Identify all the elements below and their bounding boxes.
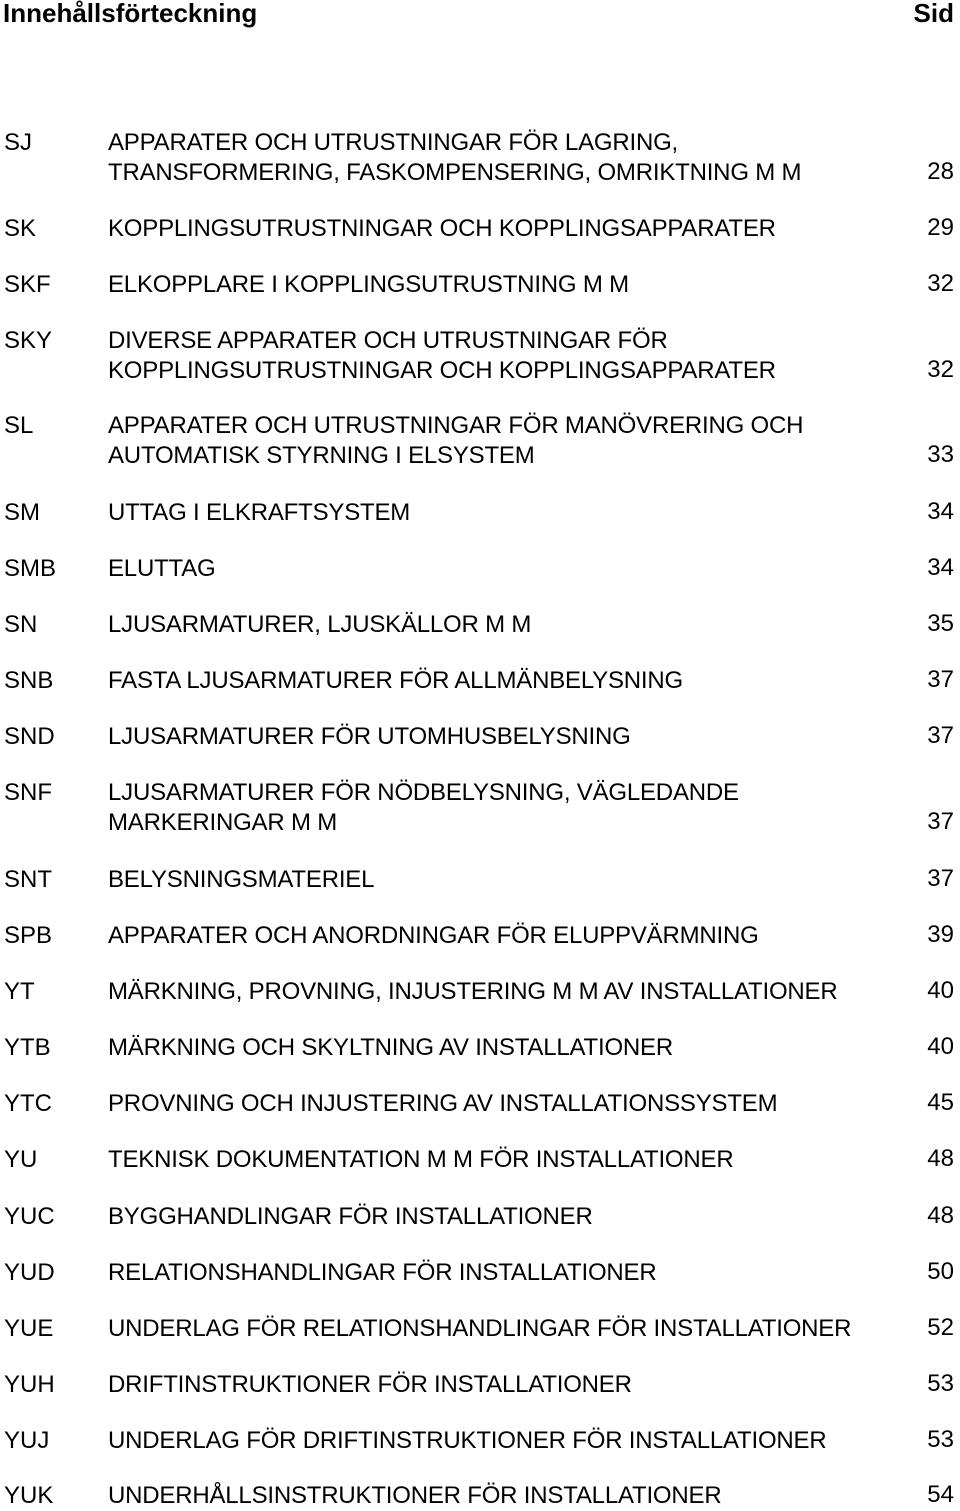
toc-entry-code: YU: [4, 1146, 38, 1173]
toc-entry[interactable]: [0, 1371, 960, 1399]
toc-entry-title: LJUSARMATURER FÖR UTOMHUSBELYSNING: [108, 723, 631, 750]
toc-entry-code: SN: [4, 611, 38, 638]
toc-entry-page: 29: [927, 214, 954, 241]
toc-entry-title: LJUSARMATURER, LJUSKÄLLOR M M: [108, 611, 532, 638]
toc-entry-title: FASTA LJUSARMATURER FÖR ALLMÄNBELYSNING: [108, 667, 683, 694]
toc-entry-page: 32: [927, 356, 954, 383]
toc-entry-page: 48: [927, 1202, 954, 1229]
toc-entry-code: YTC: [4, 1090, 52, 1117]
toc-entry-page: 32: [927, 270, 954, 297]
toc-entry[interactable]: [0, 779, 960, 837]
toc-entry[interactable]: [0, 129, 960, 187]
toc-entry-code: YUE: [4, 1315, 54, 1342]
toc-entry[interactable]: [0, 1146, 960, 1174]
toc-entry-page: 34: [927, 554, 954, 581]
toc-entry-page: 37: [927, 666, 954, 693]
toc-entry-title: UNDERLAG FÖR RELATIONSHANDLINGAR FÖR INSTALLATIONER: [108, 1315, 852, 1342]
toc-entry-code: YUJ: [4, 1427, 50, 1454]
toc-entry-page: 34: [927, 498, 954, 525]
toc-entry-title: MÄRKNING OCH SKYLTNING AV INSTALLATIONER: [108, 1034, 673, 1061]
toc-entry[interactable]: [0, 499, 960, 527]
toc-entry-code: YT: [4, 978, 35, 1005]
toc-entry-page: 37: [927, 808, 954, 835]
toc-entry-title: DIVERSE APPARATER OCH UTRUSTNINGAR FÖR KOPPLINGSUTRUSTNINGAR OCH KOPPLINGSAPPARATER: [108, 327, 776, 384]
toc-entry-code: SNT: [4, 866, 52, 893]
toc-entry-code: SK: [4, 215, 37, 242]
toc-entry[interactable]: [0, 723, 960, 751]
toc-entry[interactable]: [0, 611, 960, 639]
toc-entry[interactable]: [0, 667, 960, 695]
toc-entry-title: ELUTTAG: [108, 555, 216, 582]
toc-entry-title: MÄRKNING, PROVNING, INJUSTERING M M AV INSTALLATIONER: [108, 978, 838, 1005]
toc-entry[interactable]: [0, 922, 960, 950]
toc-entry-code: YUK: [4, 1482, 54, 1509]
toc-entry-code: SNB: [4, 667, 54, 694]
toc-entry-page: 53: [927, 1370, 954, 1397]
toc-entry-code: YUD: [4, 1259, 55, 1286]
toc-entry-title: UNDERLAG FÖR DRIFTINSTRUKTIONER FÖR INSTALLATIONER: [108, 1427, 827, 1454]
toc-entry-code: SMB: [4, 555, 57, 582]
toc-entry[interactable]: [0, 327, 960, 385]
toc-entry-title: ELKOPPLARE I KOPPLINGSUTRUSTNING M M: [108, 271, 629, 298]
toc-entry-title: LJUSARMATURER FÖR NÖDBELYSNING, VÄGLEDANDE MARKERINGAR M M: [108, 779, 739, 836]
toc-entry-title: APPARATER OCH ANORDNINGAR FÖR ELUPPVÄRMNING: [108, 922, 759, 949]
toc-entry-page: 53: [927, 1426, 954, 1453]
toc-entry-page: 28: [927, 158, 954, 185]
toc-entry-code: SND: [4, 723, 55, 750]
toc-entry[interactable]: [0, 1315, 960, 1343]
toc-entry-page: 40: [927, 977, 954, 1004]
toc-entry-title: KOPPLINGSUTRUSTNINGAR OCH KOPPLINGSAPPARATER: [108, 215, 776, 242]
toc-entry-title: BELYSNINGSMATERIEL: [108, 866, 375, 893]
toc-entry-title: UNDERHÅLLSINSTRUKTIONER FÖR INSTALLATIONER: [108, 1482, 722, 1509]
toc-entry-code: SPB: [4, 922, 53, 949]
toc-entry-page: 50: [927, 1258, 954, 1285]
toc-entry-code: SKF: [4, 271, 51, 298]
toc-entry-code: YUC: [4, 1203, 55, 1230]
toc-entry[interactable]: [0, 866, 960, 894]
toc-entry-page: 33: [927, 441, 954, 468]
toc-entry-code: SKY: [4, 327, 53, 354]
toc-entry-page: 54: [927, 1481, 954, 1508]
toc-entry-code: SM: [4, 499, 40, 526]
toc-entry-code: SJ: [4, 129, 33, 156]
toc-entry[interactable]: [0, 215, 960, 243]
toc-entry[interactable]: [0, 271, 960, 299]
toc-entry-page: 52: [927, 1314, 954, 1341]
toc-entry-page: 48: [927, 1145, 954, 1172]
toc-entry-code: YUH: [4, 1371, 55, 1398]
toc-entry-title: APPARATER OCH UTRUSTNINGAR FÖR MANÖVRERING OCH AUTOMATISK STYRNING I ELSYSTEM: [108, 412, 804, 469]
toc-entry[interactable]: [0, 1482, 960, 1510]
toc-entry-code: SNF: [4, 779, 52, 806]
toc-entry-page: 35: [927, 610, 954, 637]
toc-entry[interactable]: [0, 412, 960, 470]
toc-heading: Innehållsförteckning: [3, 0, 258, 28]
toc-entry-page: 37: [927, 722, 954, 749]
toc-entry[interactable]: [0, 1034, 960, 1062]
toc-entry[interactable]: [0, 978, 960, 1006]
toc-entry-title: BYGGHANDLINGAR FÖR INSTALLATIONER: [108, 1203, 593, 1230]
toc-entry-code: YTB: [4, 1034, 51, 1061]
toc-entry[interactable]: [0, 1259, 960, 1287]
toc-entry-page: 40: [927, 1033, 954, 1060]
toc-entry-page: 39: [927, 921, 954, 948]
toc-entry-title: DRIFTINSTRUKTIONER FÖR INSTALLATIONER: [108, 1371, 632, 1398]
toc-entry-title: PROVNING OCH INJUSTERING AV INSTALLATIONSSYSTEM: [108, 1090, 778, 1117]
page-header: [0, 0, 960, 30]
toc-entry-title: RELATIONSHANDLINGAR FÖR INSTALLATIONER: [108, 1259, 657, 1286]
toc-entry-title: APPARATER OCH UTRUSTNINGAR FÖR LAGRING, TRANSFORMERING, FASKOMPENSERING, OMRIKTNING M M: [108, 129, 802, 186]
toc-entry-page: 45: [927, 1089, 954, 1116]
toc-entry-page: 37: [927, 865, 954, 892]
toc-entry-code: SL: [4, 412, 34, 439]
page-column-heading: Sid: [913, 0, 954, 28]
toc-entry[interactable]: [0, 1203, 960, 1231]
toc-entry-title: UTTAG I ELKRAFTSYSTEM: [108, 499, 411, 526]
toc-entry-title: TEKNISK DOKUMENTATION M M FÖR INSTALLATIONER: [108, 1146, 734, 1173]
toc-entry[interactable]: [0, 555, 960, 583]
toc-entry[interactable]: [0, 1090, 960, 1118]
toc-entry[interactable]: [0, 1427, 960, 1455]
